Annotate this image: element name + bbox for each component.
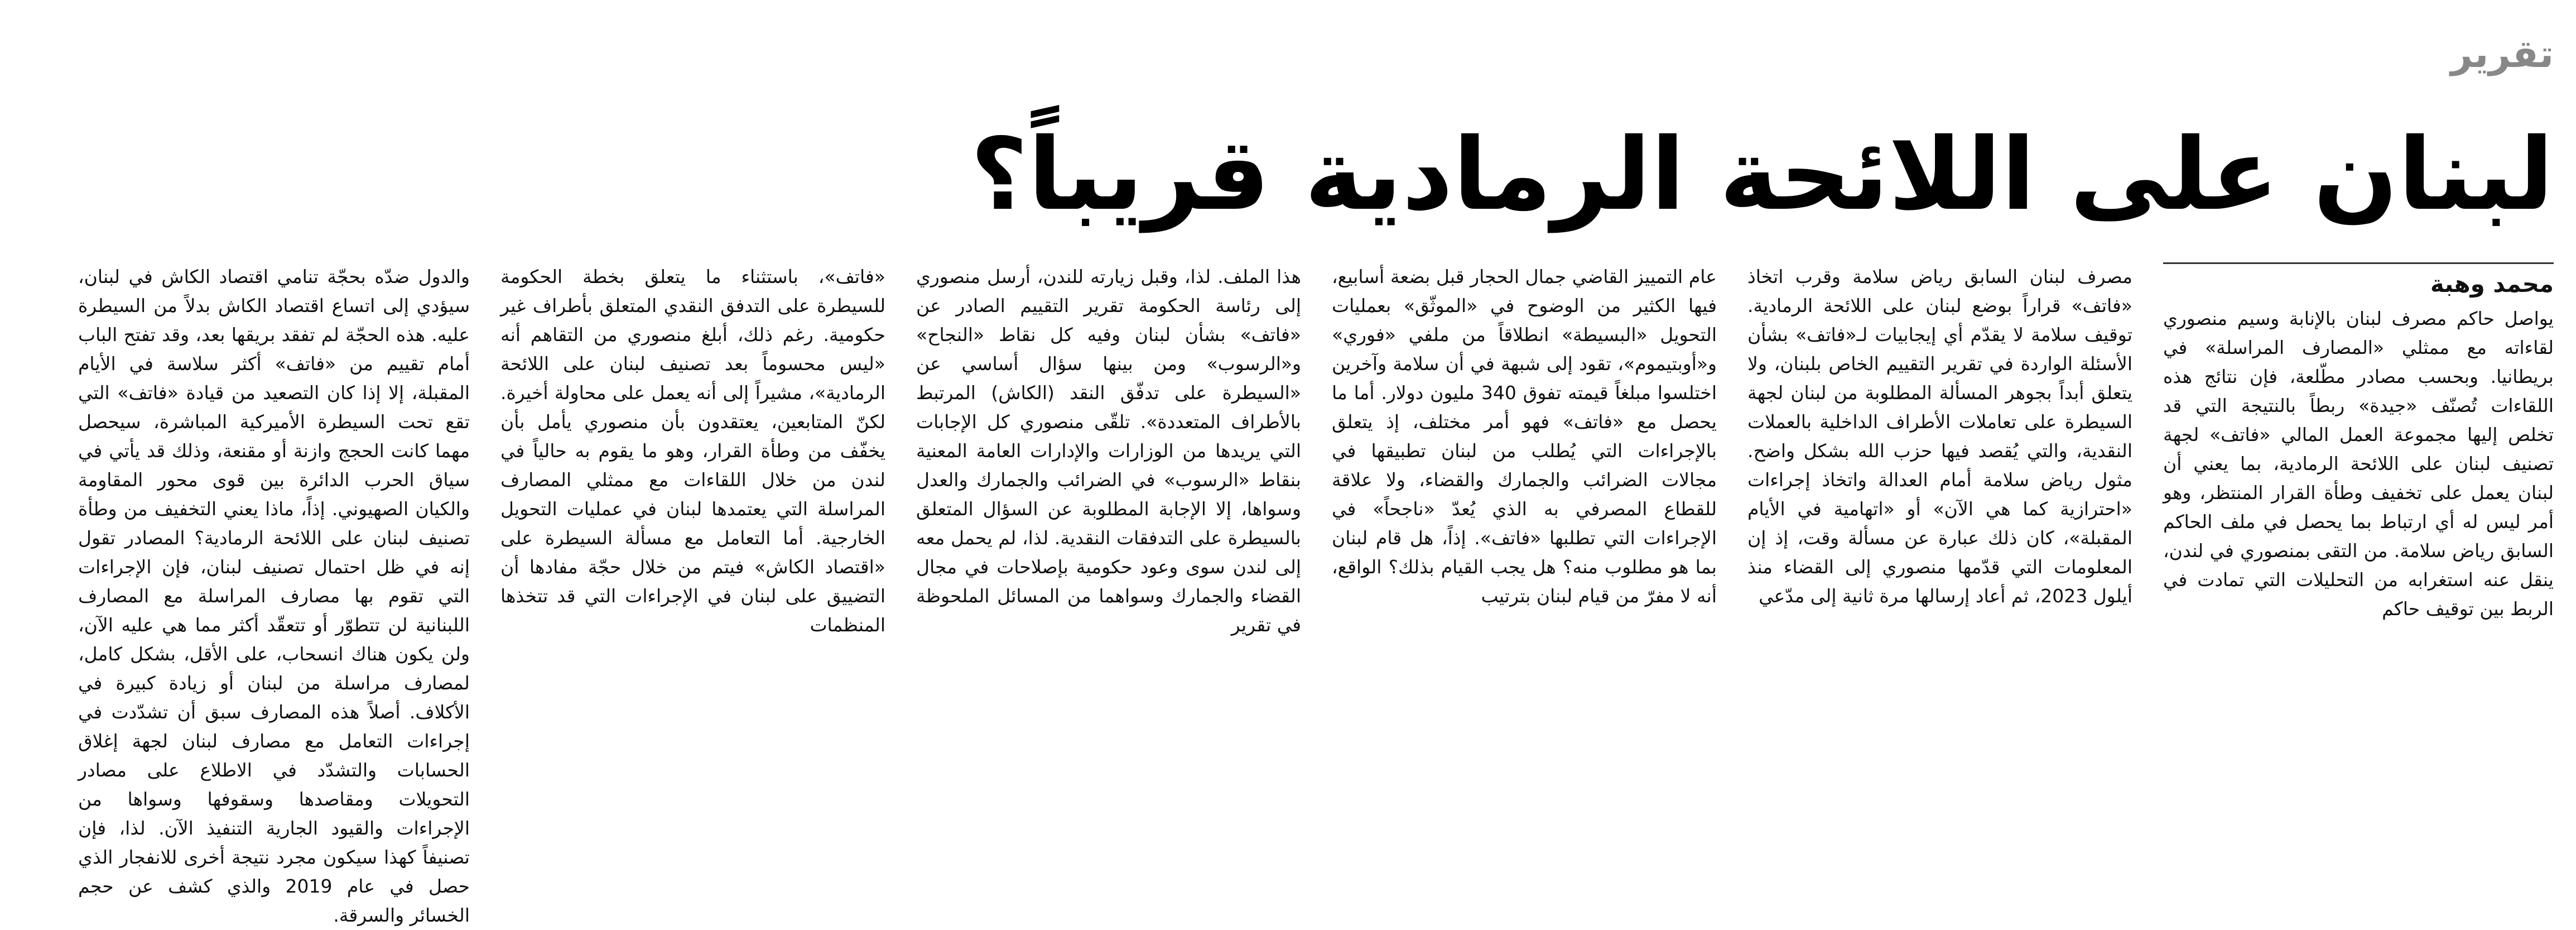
section-label: تقرير [2450,32,2554,76]
column-text: عام التمييز القاضي جمال الحجار قبل بضعة أسابيع، فيها الكثير من الوضوح في «الموثّق» بعمليات التحويل «البسيطة» انطلاقاً من ملفي «فوري» و«أوبتيموم»، تقود إلى شبهة في أن سلامة وآخرين اختلسوا مبلغاً قيمته تفوق 340 مليون دولار. أما ما يحصل مع «فاتف» فهو أمر مختلف، إذ يتعلق بالإجراءات التي يُطلب من لبنان تطبيقها في مجالات الضرائب والجمارك والقضاء، ولا علاقة للقطاع المصرفي به الذي يُعدّ «ناجحاً» في الإجراءات التي تطلبها «فاتف». إذاً، هل قام لبنان بما هو مطلوب منه؟ هل يجب القيام بذلك؟ الواقع، أنه لا مفرّ من قيام لبنان بترتيب [1332,266,1717,607]
article-column-6 [78,262,470,926]
column-text: «فاتف»، باستثناء ما يتعلق بخطة الحكومة للسيطرة على التدفق النقدي المتعلق بأطراف غير حكومية. رغم ذلك، أبلغ منصوري من التقاهم أنه «ليس محسوماً بعد تصنيف لبنان على اللائحة الرمادية»، مشيراً إلى أنه يعمل على محاولة أخيرة. لكنّ المتابعين، يعتقدون بأن منصوري يأمل بأن يخفّف من وطأة القرار، وهو ما يقوم به حالياً في لندن من خلال اللقاءات مع ممثلي المصارف المراسلة التي يعتمدها لبنان في عمليات التحويل الخارجية. أما التعامل مع مسألة السيطرة على «اقتصاد الكاش» فيتم من خلال حجّة مفادها أن التضييق على لبنان في الإجراءات التي قد تتخذها المنظمات [500,266,885,636]
column-text: والدول ضدّه بحجّة تنامي اقتصاد الكاش في لبنان، سيؤدي إلى اتساع اقتصاد الكاش بدلاً من السيطرة عليه. هذه الحجّة لم تفقد بريقها بعد، وقد تفتح الباب أمام تقييم من «فاتف» أكثر سلاسة في الأيام المقبلة، إلا إذا كان التصعيد من قيادة «فاتف» التي تقع تحت السيطرة الأميركية المباشرة، سيحصل مهما كانت الحجج وازنة أو مقنعة، وذلك قد يأتي في سياق الحرب الدائرة بين قوى محور المقاومة والكيان الصهيوني. إذاً، ماذا يعني التخفيف من وطأة تصنيف لبنان على اللائحة الرمادية؟ المصادر تقول إنه في ظل احتمال تصنيف لبنان، فإن الإجراءات التي تقوم بها مصارف المراسلة مع المصارف اللبنانية لن تتطوّر أو تتعقّد أكثر مما هي عليه الآن، ولن يكون هناك انسحاب، على الأقل، بشكل كامل، لمصارف مراسلة من لبنان أو زيادة كبيرة في الأكلاف. أصلاً هذه المصارف سبق أن تشدّدت في إجراءات التعامل مع مصارف لبنان لجهة إغلاق الحسابات والتشدّد في الاطلاع على مصادر التحويلات ومقاصدها وسقوفها وسواها من الإجراءات والقيود الجارية التنفيذ الآن. لذا، فإن تصنيفاً كهذا سيكون مجرد نتيجة أخرى للانفجار الذي حصل في عام 2019 والذي كشف عن حجم الخسائر والسرقة. [78,266,470,926]
article-column-5 [500,262,885,754]
byline-block [2163,262,2554,301]
article-column-3 [1332,262,1717,754]
column-text: يواصل حاكم مصرف لبنان بالإنابة وسيم منصوري لقاءاته مع ممثلي «المصارف المراسلة» في بريطانيا. وبحسب مصادر مطّلعة، فإن نتائج هذه اللقاءات تُصنّف «جيدة» ربطاً بالنتيجة التي قد تخلص إليها مجموعة العمل المالي «فاتف» لجهة تصنيف لبنان على اللائحة الرمادية، بما يعني أن لبنان يعمل على تخفيف وطأة القرار المنتظر، وهو أمر ليس له أي ارتباط بما يحصل في ملف الحاكم السابق رياض سلامة. من التقى بمنصوري في لندن، ينقل عنه استغرابه من التحليلات التي تمادت في الربط بين توقيف حاكم [2163,308,2554,620]
article-column-2 [1747,262,2132,754]
byline-rule [2163,262,2554,264]
author-byline: محمد وهبة [2430,270,2554,298]
article-headline: لبنان على اللائحة الرمادية قريباً؟ [970,117,2554,232]
article-column-1 [2163,304,2554,754]
column-text: هذا الملف. لذا، وقبل زيارته للندن، أرسل منصوري إلى رئاسة الحكومة تقرير التقييم الصادر عن «فاتف» بشأن لبنان وفيه كل نقاط «النجاح» و«الرسوب» ومن بينها سؤال أساسي عن «السيطرة على تدفّق النقد (الكاش) المرتبط بالأطراف المتعددة». تلقّى منصوري كل الإجابات التي يريدها من الوزارات والإدارات العامة المعنية بنقاط «الرسوب» في الضرائب والجمارك والعدل وسواها، إلا الإجابة المطلوبة عن السؤال المتعلق بالسيطرة على التدفقات النقدية. لذا، لم يحمل معه إلى لندن سوى وعود حكومية بإصلاحات في مجال القضاء والجمارك وسواهما من المسائل الملحوظة في تقرير [916,266,1301,636]
article-column-4 [916,262,1301,754]
column-text: مصرف لبنان السابق رياض سلامة وقرب اتخاذ «فاتف» قراراً بوضع لبنان على اللائحة الرمادية. توقيف سلامة لا يقدّم أي إيجابيات لـ«فاتف» بشأن الأسئلة الواردة في تقرير التقييم الخاص بلبنان، ولا يتعلق أبداً بجوهر المسألة المطلوبة من لبنان لجهة السيطرة على تعاملات الأطراف الداخلية بالعملات النقدية، والتي يُقصد فيها حزب الله بشكل واضح. مثول رياض سلامة أمام العدالة واتخاذ إجراءات «احترازية كما هي الآن» أو «اتهامية في الأيام المقبلة»، كان ذلك عبارة عن مسألة وقت، إذ إن المعلومات التي قدّمها منصوري إلى القضاء منذ أيلول 2023، ثم أعاد إرسالها مرة ثانية إلى مدّعي [1747,266,2132,607]
